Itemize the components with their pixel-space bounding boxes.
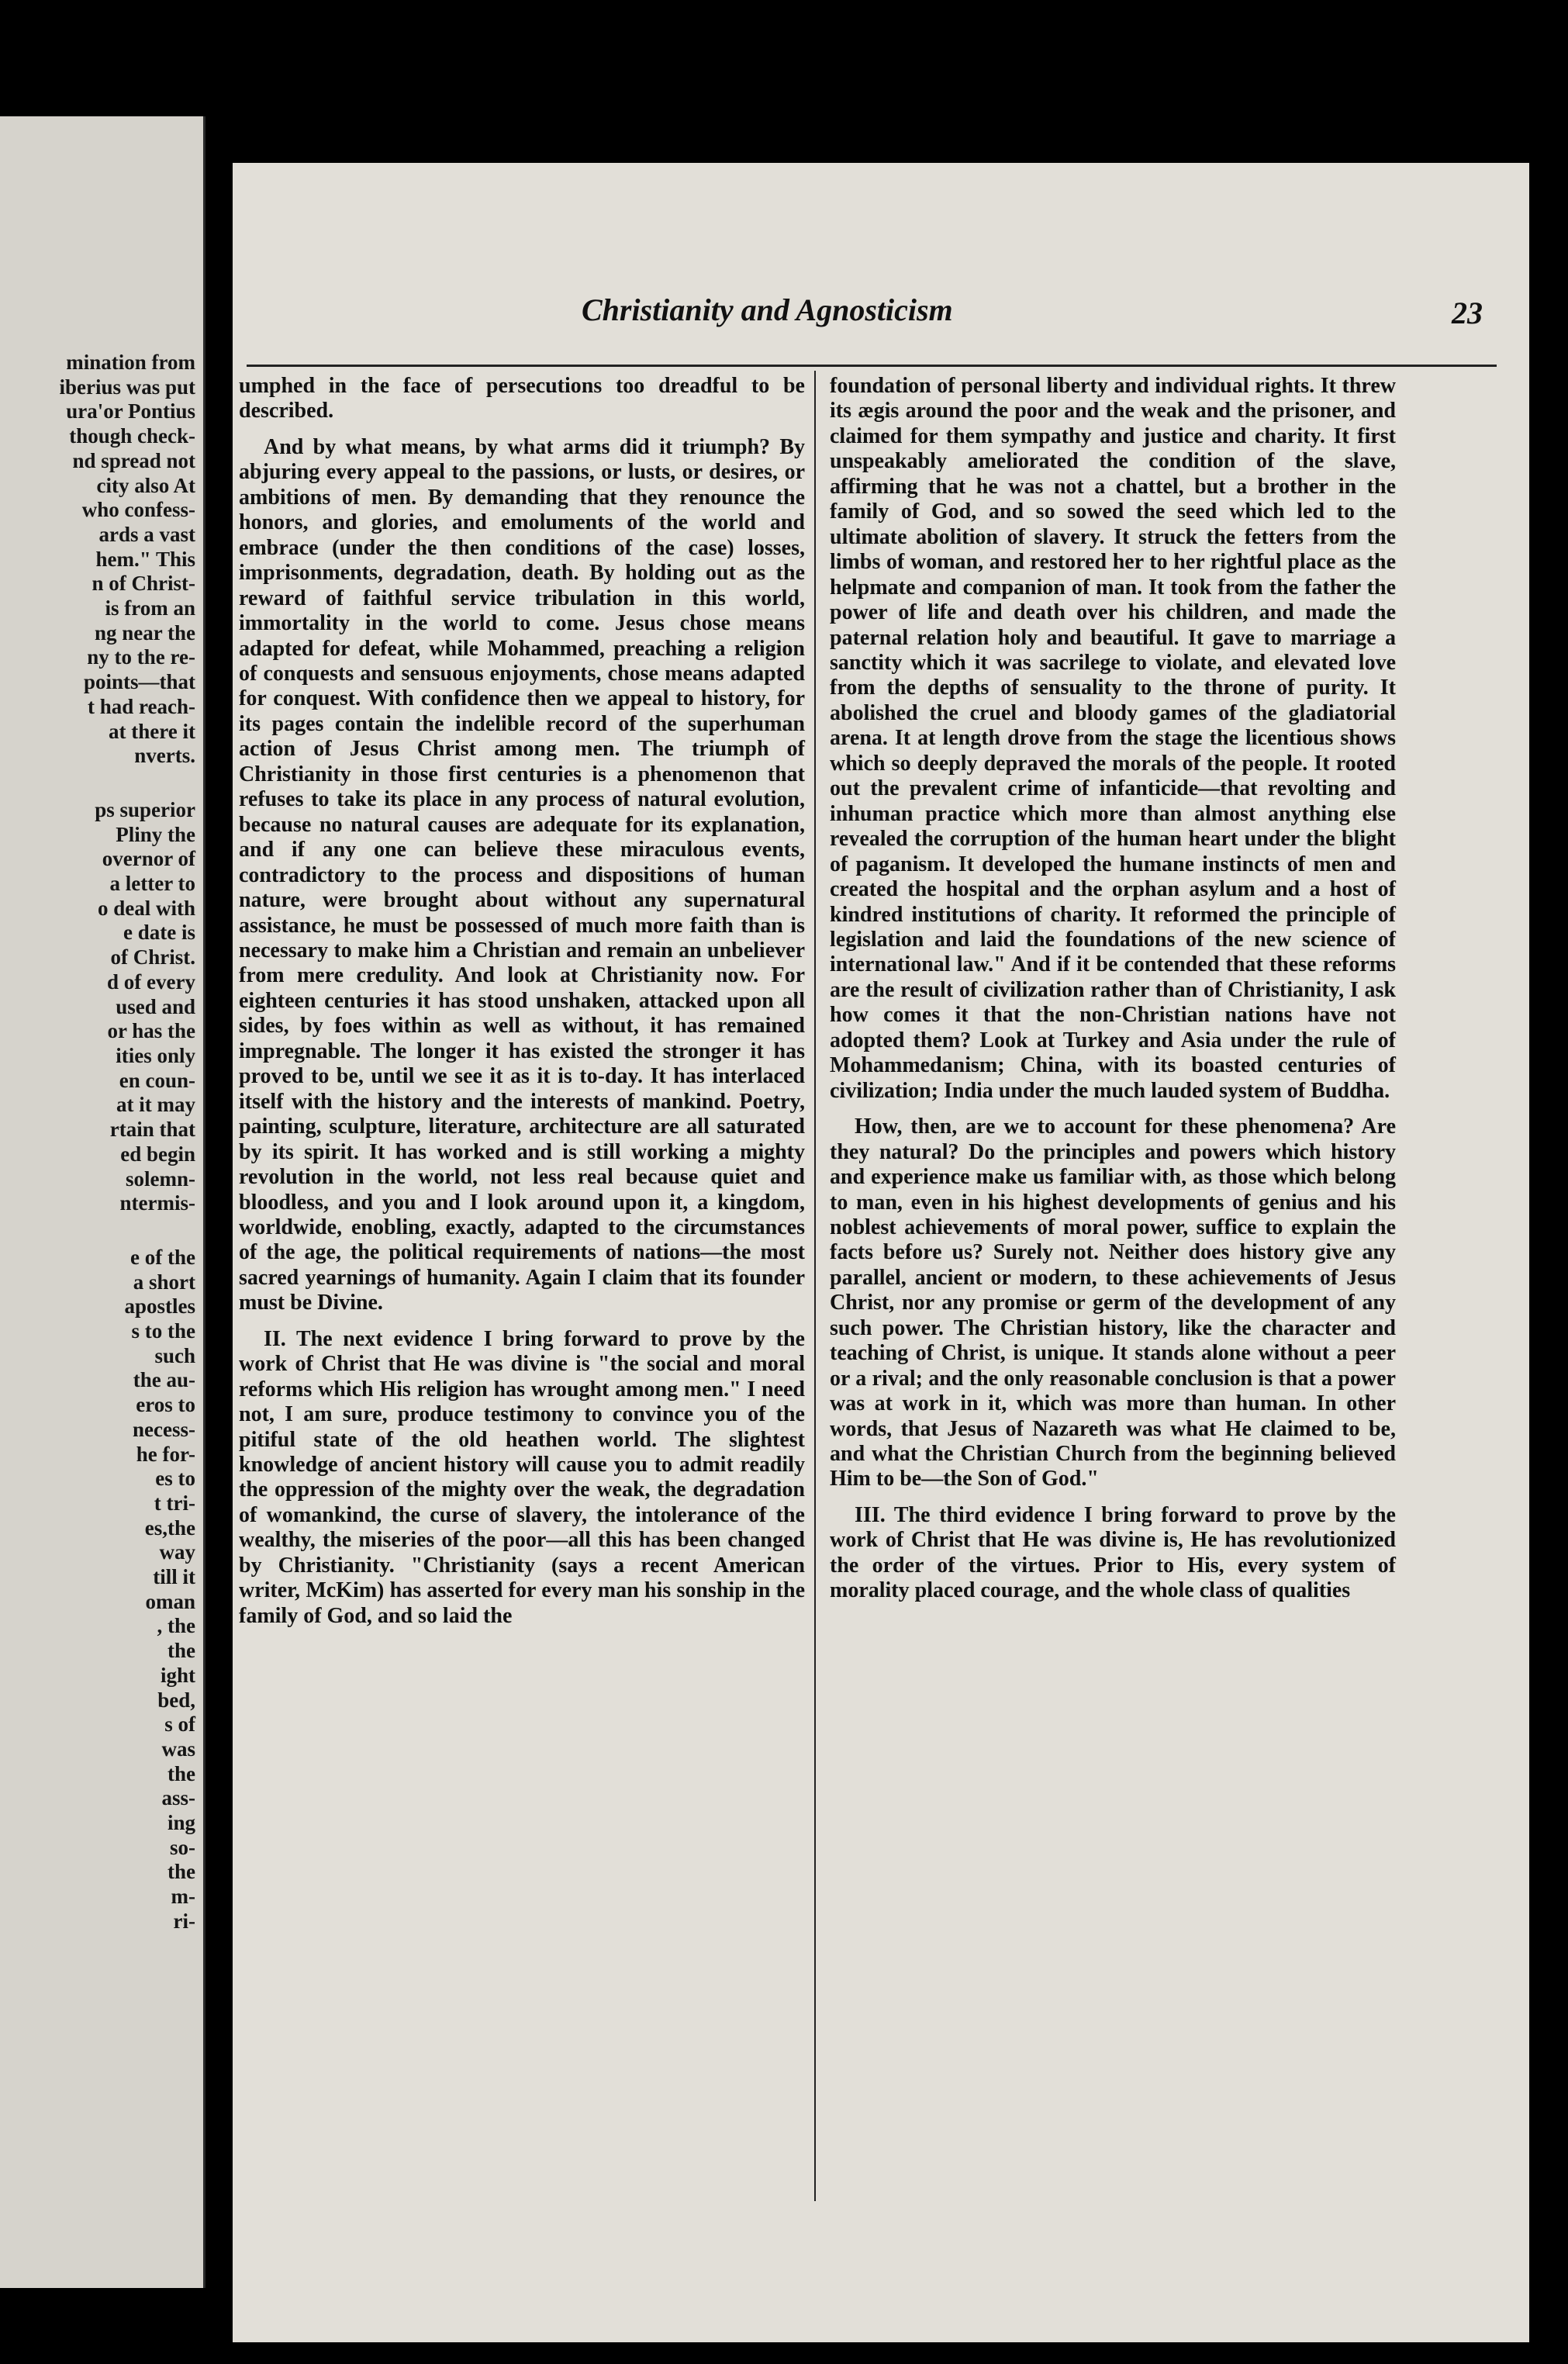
previous-page-line: nverts. — [134, 744, 195, 768]
previous-page-line: a short — [133, 1270, 195, 1294]
previous-page-line: he for- — [136, 1442, 195, 1466]
previous-page-line: or has the — [107, 1019, 195, 1043]
previous-page-line: ny to the re- — [87, 645, 195, 669]
previous-page-line: s to the — [131, 1319, 195, 1343]
previous-page-line: necess- — [133, 1417, 195, 1441]
running-title: Christianity and Agnosticism — [582, 292, 953, 327]
previous-page-line: rtain that — [109, 1118, 195, 1142]
previous-page-line: points—that — [83, 670, 195, 694]
header-rule — [247, 365, 1497, 367]
previous-page-line: till it — [153, 1565, 195, 1589]
previous-page-line: iberius was put — [59, 375, 195, 399]
previous-page-line: en coun- — [119, 1068, 195, 1092]
previous-page-line: the au- — [133, 1368, 195, 1392]
right-column — [830, 374, 1396, 1615]
previous-page-line: was — [161, 1737, 195, 1761]
previous-page-line: ntermis- — [119, 1191, 195, 1215]
previous-page-line: bed, — [157, 1688, 195, 1712]
line-gap — [2, 1216, 195, 1246]
previous-page-line: apostles — [124, 1294, 195, 1319]
previous-page-line: ards a vast — [98, 522, 195, 546]
left-column — [239, 374, 805, 1640]
paragraph: II. The next evidence I bring forward to prove by the work of Christ that He was divine is "the social and moral reforms which His religion has wrought among men." I need not, I am sure, produce testimony to convince you of the pitiful state of the old heathen world. The slightest knowledge of ancient history will cause you to admit readily the oppression of the mighty over the weak, the degradation of womankind, the curse of slavery, the intolerance of the wealthy, the miseries of the poor—all this has been changed by Christianity. "Christianity (says a recent American writer, McKim) has asserted for every man his sonship in the family of God, and so laid the — [239, 1326, 805, 1628]
previous-page-line: es,the — [144, 1516, 195, 1540]
paragraph: And by what means, by what arms did it triumph? By abjuring every appeal to the passions, or lusts, or desires, or ambitions of men. By demanding that they renounce the honors, and glories, and emoluments of the world and embrace (under the then conditions of the case) losses, imprisonments, degradation, death. By holding out as the reward of faithful service tribulation in this world, immortality in the world to come. Jesus chose means adapted for defeat, while Mohammed, preaching a religion of conquests and sensuous enjoyments, chose means adapted for conquest. With confidence then we appeal to history, for its pages contain the indelible record of the superhuman action of Jesus Christ among men. The triumph of Christianity in those first centuries is a phenomenon that refuses to take its place in any process of natural evolution, because no natural causes are adequate for its explanation, and if any one can believe these miraculous events, contradictory to the process and dispositions of human nature, were brought about without any supernatural assistance, he must be possessed of much more faith than is necessary to make him a Christian and remain an unbeliever from mere credulity. And look at Christianity now. For eighteen centuries it has stood unshaken, attacked upon all sides, by foes within as well as without, it has remained impregnable. The longer it has existed the stronger it has proved to be, until we see it as it is to-day. It has interlaced itself with the history and the interests of mankind. Poetry, painting, sculpture, literature, architecture are all saturated by its spirit. It has worked and is still working a mighty revolution in the world, not less real because quiet and bloodless, and you and I look around upon it, a kingdom, worldwide, enobling, exactly, adapted to the circumstances of the age, the political requirements of nations—the most sacred yearnings of humanity. Again I claim that its founder must be Divine. — [239, 434, 805, 1315]
previous-page-line: hem." This — [95, 547, 195, 571]
previous-page-line: t tri- — [154, 1491, 195, 1515]
previous-page-line: solemn- — [126, 1166, 195, 1191]
previous-page-line: ps superior — [95, 797, 195, 821]
previous-page-line: such — [154, 1343, 195, 1367]
column-divider — [814, 371, 816, 2201]
previous-page-line: ri- — [173, 1909, 195, 1933]
previous-page-line: ities only — [116, 1043, 195, 1067]
paragraph: How, then, are we to account for these phenomena? Are they natural? Do the principles and powers which history and experience make us familiar with, as those which belong to man, even in his highest developments of genius and his noblest achievements of moral power, suffice to explain the facts before us? Surely not. Neither does history give any parallel, ancient or modern, to these achievements of Jesus Christ, nor any promise or germ of the development of any such power. The Christian history, like the character and teaching of Christ, is unique. It stands alone without a peer or a rival; and the only reasonable conclusion is that a power was at work in it, which was more than human. In other words, that Jesus of Nazareth was what He claimed to be, and what the Christian Church from the beginning believed Him to be—the Son of God." — [830, 1115, 1396, 1491]
previous-page-line: n of Christ- — [92, 572, 195, 596]
book-page — [233, 163, 1529, 2342]
previous-page-line: ng near the — [94, 620, 195, 645]
previous-page-line: , the — [157, 1614, 195, 1638]
previous-page-line: es to — [155, 1467, 195, 1491]
page-number: 23 — [1452, 296, 1483, 330]
previous-page-line: ight — [160, 1663, 195, 1687]
previous-page-line: is from an — [105, 596, 195, 620]
paragraph: foundation of personal liberty and individual rights. It threw its ægis around the poor and the weak and the prisoner, and claimed for them sympathy and justice and charity. It first unspeakably ameliorated the condition of the slave, affirming that he was not a chattel, but a brother in the family of God, and so sowed the seed which led to the ultimate abolition of slavery. It struck the fetters from the limbs of woman, and restored her to her rightful place as the helpmate and companion of man. It took from the father the power of life and death over his children, and made the paternal relation holy and beautiful. It gave to marriage a sanctity which it was sacrilege to violate, and elevated love from the depths of sensuality to the throne of purity. It abolished the cruel and bloody games of the gladiatorial arena. It at length drove from the stage the licentious shows which so deeply depraved the morals of the people. It rooted out the prevalent crime of infanticide—that revolting and inhuman practice which more than almost anything else revealed the corruption of the human heart under the blight of paganism. It developed the humane instincts of men and created the hospital and the orphan asylum and a host of kindred institutions of charity. It reformed the principle of legislation and laid the foundations of the new science of international law." And if it be contended that these reforms are the result of civilization rather than of Christianity, I ask how comes it that the non-Christian nations have not adopted them? Look at Turkey and Asia under the rule of Mohammedanism; China, with its boasted centuries of civilization; India under the much lauded system of Buddha. — [830, 374, 1396, 1103]
previous-page-line: Pliny the — [116, 822, 195, 846]
previous-page-line: at it may — [116, 1093, 195, 1117]
previous-page-fragment — [0, 116, 205, 2288]
line-gap — [2, 769, 195, 798]
previous-page-line: e of the — [130, 1245, 195, 1269]
previous-page-line: e date is — [123, 921, 195, 945]
page-header — [233, 292, 1529, 338]
previous-page-line: s of — [164, 1713, 195, 1737]
previous-page-line: oman — [145, 1589, 195, 1613]
previous-page-line: who confess- — [81, 498, 195, 522]
previous-page-line: ass- — [161, 1786, 195, 1810]
previous-page-line: ing — [167, 1811, 195, 1835]
previous-page-line: way — [159, 1540, 195, 1564]
previous-page-line: t had reach- — [88, 694, 195, 718]
paragraph: umphed in the face of persecutions too dreadful to be described. — [239, 374, 805, 423]
previous-page-line: the — [168, 1761, 195, 1785]
previous-page-line: a letter to — [109, 872, 195, 896]
previous-page-line: ed begin — [120, 1142, 195, 1166]
previous-page-line: nd spread not — [72, 448, 195, 472]
previous-page-line: ura'or Pontius — [66, 399, 195, 423]
previous-page-line: city also At — [96, 473, 195, 497]
previous-page-line: so- — [170, 1835, 195, 1859]
previous-page-line: used and — [116, 994, 195, 1018]
previous-page-line: overnor of — [102, 847, 195, 871]
previous-page-line: the — [168, 1860, 195, 1884]
previous-page-text — [2, 351, 195, 1934]
previous-page-line: at there it — [109, 719, 195, 743]
previous-page-line: the — [168, 1639, 195, 1663]
paragraph: III. The third evidence I bring forward to prove by the work of Christ that He was divine is, He has revolutionized the order of the virtues. Prior to His, every system of morality placed courage, and the whole class of qualities — [830, 1502, 1396, 1603]
previous-page-line: o deal with — [97, 896, 195, 920]
previous-page-line: eros to — [136, 1393, 195, 1417]
previous-page-line: m- — [171, 1885, 195, 1909]
previous-page-line: mination from — [66, 351, 195, 374]
previous-page-line: d of every — [107, 969, 195, 994]
previous-page-line: though check- — [69, 424, 195, 448]
previous-page-line: of Christ. — [110, 945, 195, 969]
